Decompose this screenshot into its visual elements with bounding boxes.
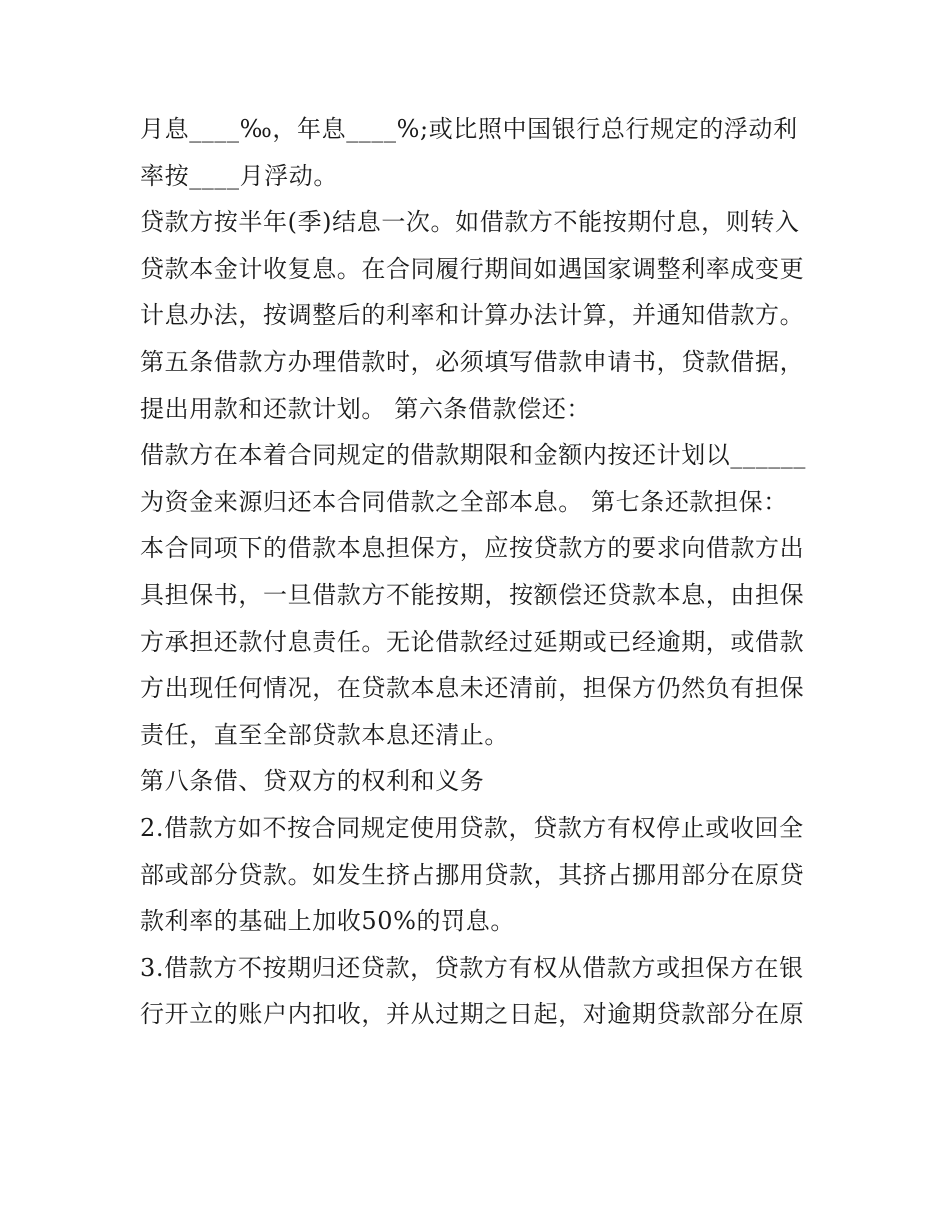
text-line: 提出用款和还款计划。 第六条借款偿还： bbox=[140, 394, 592, 423]
text-line: 借款方在本着合同规定的借款期限和金额内按还计划以______ bbox=[140, 441, 806, 470]
text-line: 2.借款方如不按合同规定使用贷款，贷款方有权停止或收回全 bbox=[140, 813, 804, 842]
text-line: 贷款本金计收复息。在合同履行期间如遇国家调整利率成变更 bbox=[140, 254, 805, 283]
text-line: 第五条借款方办理借款时，必须填写借款申请书，贷款借据， bbox=[140, 347, 805, 376]
text-line: 款利率的基础上加收50%的罚息。 bbox=[140, 907, 515, 936]
text-line: 月息____‰，年息____%;或比照中国银行总行规定的浮动利 bbox=[140, 115, 798, 143]
text-line: 计息办法，按调整后的利率和计算办法计算，并通知借款方。 bbox=[140, 301, 805, 330]
text-line: 行开立的账户内扣收，并从过期之日起，对逾期贷款部分在原 bbox=[140, 1000, 805, 1029]
text-line: 3.借款方不按期归还贷款，贷款方有权从借款方或担保方在银 bbox=[140, 953, 804, 982]
text-line: 具担保书，一旦借款方不能按期，按额偿还贷款本息，由担保 bbox=[140, 580, 805, 609]
text-line: 部或部分贷款。如发生挤占挪用贷款，其挤占挪用部分在原贷 bbox=[140, 860, 805, 889]
text-line: 方承担还款付息责任。无论借款经过延期或已经逾期，或借款 bbox=[140, 627, 805, 656]
text-line: 为资金来源归还本合同借款之全部本息。 第七条还款担保： bbox=[140, 487, 788, 516]
text-line: 责任，直至全部贷款本息还清止。 bbox=[140, 720, 509, 749]
text-line: 本合同项下的借款本息担保方，应按贷款方的要求向借款方出 bbox=[140, 534, 805, 563]
text-line: 第八条借、贷双方的权利和义务 bbox=[140, 767, 485, 796]
text-line: 贷款方按半年(季)结息一次。如借款方不能按期付息，则转入 bbox=[140, 208, 800, 237]
document-body bbox=[140, 106, 830, 1038]
text-line: 率按____月浮动。 bbox=[140, 161, 338, 190]
text-line: 方出现任何情况，在贷款本息未还清前，担保方仍然负有担保 bbox=[140, 674, 805, 703]
